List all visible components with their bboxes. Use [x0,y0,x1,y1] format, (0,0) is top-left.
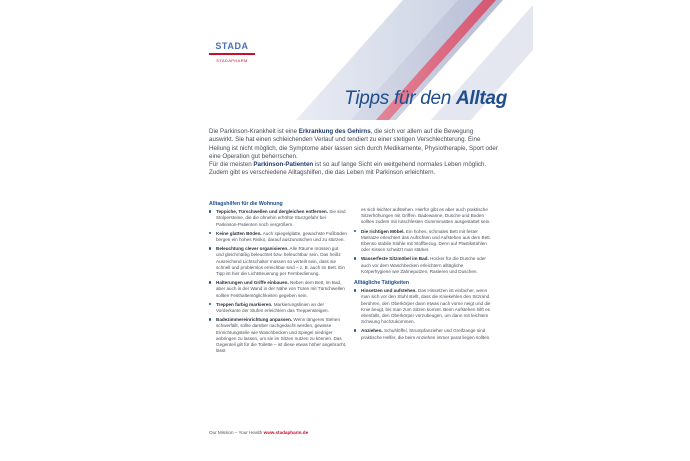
title-bold: Alltag [456,88,507,109]
document-page [201,0,533,461]
logo-brand: STADA [215,41,249,51]
footer-mission: Our Mission – Your Health [209,430,263,435]
item-heading: Beleuchtung clever organisieren. [216,246,289,252]
bullet-icon [209,232,211,234]
bullet-icon [354,230,356,232]
list-item [209,209,347,228]
item-text: Neben dem Bett, im Bad, aber auch in der Wand in der Nähe von Türen mit Türschwellen sollten Festhaltemöglichkeiten gegeben sein. [216,280,345,298]
column-right [354,207,492,344]
continuation-text: es sich leichter aufstehen. Hierfür gibt es aber auch praktische Sitzerhöhungen mit Griffen. Badewanne, Dusche und Boden sollten zudem mit rutschfesten Gummimatten ausgestattet sein. [361,207,491,225]
list-item [354,288,492,325]
page-title [344,88,507,110]
item-heading: Anziehen. [361,328,383,334]
list-item [209,246,347,277]
item-heading: Wasserfeste Sitzmöbel im Bad. [361,256,429,262]
item-heading: Badezimmereinrichtung anpassen. [216,317,293,323]
item-text: Wenn längeres Stehen schwerfällt, sollte darüber nachgedacht werden, gewisse Einrichtungsteile wie Waschbecken und Spiegel niedriger anbringen zu lassen, um sie im Sitzen nutzen zu können. Das Gegenteil gilt für die Toilette – ist diese etwas höher angebracht, lässt [216,317,347,354]
item-heading: Hinsetzen und aufstehen. [361,288,417,294]
list-item [354,328,492,340]
item-heading: Teppiche, Türschwellen und dergleichen entfernen. [216,209,328,215]
intro-p1-c: , die sich vor allem auf die Bewegung auswirkt. Sie hat einen schleichenden Verlauf und tendiert zu einer stetigen Verschlechterung. Eine Heilung ist nicht möglich, die Symptome aber lassen sich durch Medikamente, Physiotherapie, Sport oder eine Operation gut beherrschen. [209,128,498,160]
item-text: Alle Räume müssen gut und gleichmäßig beleuchtet bzw. beleuchtbar sein. Das heißt: Ausreichend Lichtschalter müssen so verteilt sein, dass sie schnell und problemlos erreichbar sind – z. B. auch im Bett. Ein Tipp ist hier die Lichtsteuerung per Fernbedienung. [216,246,345,277]
bullet-icon [209,281,211,283]
bullet-icon [209,303,211,305]
intro-text [209,128,499,178]
list-item [209,317,347,354]
intro-p1-a: Die Parkinson-Krankheit ist eine [209,128,299,135]
item-text: Ein hohes, schmales Bett mit fester Matratze erleichtert das Aufrichten und Aufstehen aus dem Bett. Ebenso stabile Stühle mit Stoffbezug. Denn auf Plastikstühlen oder Kissen schwitzt man stärker. [361,228,491,253]
bullet-icon [354,257,356,259]
footer-url-link[interactable]: www.stadapharm.de [263,430,309,435]
title-light: Tipps für den [344,88,452,109]
bullet-icon [354,289,356,291]
item-text: Schuhlöffel, Strumpfanzieher und Greifzange sind praktische Helfer, die beim Anziehen immer parat liegen sollten. [361,328,491,340]
item-text: Hocker für die Dusche oder auch vor dem Waschbecken erleichtern alltägliche Körperhygiene wie Zähneputzen, Rasieren und Duschen. [361,256,486,274]
section-title-daily: Alltägliche Tätigkeiten [354,280,410,287]
column-left [209,201,347,357]
intro-p1-bold: Erkrankung des Gehirns [298,128,371,135]
bullet-icon [209,247,211,249]
stada-logo [209,42,255,63]
intro-p2-bold: Parkinson-Patienten [253,161,314,169]
logo-sub: STADAPHARM [216,58,248,63]
bullet-icon [209,318,211,320]
list-item [209,302,347,314]
item-heading: Die richtigen Möbel. [361,228,405,234]
list-item [209,280,347,299]
intro-p2-c: ist so auf lange Sicht ein weitgehend normales Leben möglich. Zudem gibt es verschiedene Alltagshilfen, die das Leben mit Parkinson erleichtern. [209,161,487,177]
item-text: Markierungslinien an der Vorderkante der Stufen erleichtern das Treppensteigen. [216,301,329,314]
bullet-icon [209,210,211,212]
item-text: Sie sind Stolpersteine, die die ohnehin erhöhte Sturzgefahr bei Parkinson-Patienten noch vergrößern. [216,209,346,227]
logo-bar [209,53,255,55]
item-heading: Keine glatten Böden. [216,230,262,236]
item-text: Auch spiegelglatte, gewachste Fußböden bergen ein hohes Risiko, darauf auszurutschen und zu stürzen. [216,230,347,243]
list-item [354,229,492,254]
item-text: Das Hinsetzen ist einfacher, wenn man sich vor den Stuhl stellt, dass die Kniekehlen den Sitzrand berühren, den Oberkörper dann etwas nach vorne neigt und die Knie beugt, bis man zum Sitzen kommt. Beim Aufstehen hilft es ebenfalls, den Oberkörper vorzubeugen, um dann mit leichtem Schwung hochzukommen. [361,288,491,325]
section-title-home: Alltagshilfen für die Wohnung [209,201,283,207]
item-heading: Halterungen und Griffe einbauen. [216,280,289,286]
list-item [209,231,347,243]
intro-p2-a: Für die meisten [209,161,254,169]
list-item [354,256,492,275]
item-heading: Treppen farbig markieren. [216,301,273,307]
bullet-icon [354,329,356,331]
footer [209,430,308,435]
